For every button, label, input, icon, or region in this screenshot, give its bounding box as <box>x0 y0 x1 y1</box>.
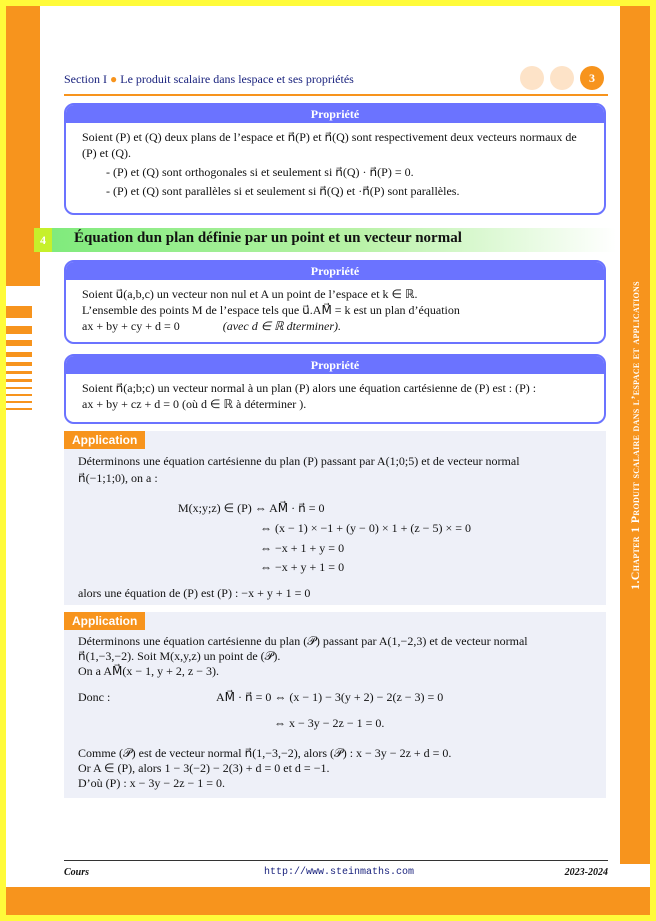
property-line: L’ensemble des points M de l’espace tels que u⃗.AM⃗ = k est un plan d’équation <box>82 303 460 317</box>
property-item: - (P) et (Q) sont orthogonales si et seulement si n⃗(Q) · n⃗(P) = 0. <box>106 165 414 179</box>
equation-line: AM⃗ · n⃗ = 0 ⇔ (x − 1) − 3(y + 2) − 2(z − 3) = 0 <box>216 690 444 704</box>
property-line: Soient n⃗(a;b;c) un vecteur normal à un plan (P) alors une équation cartésienne de (P) est : (P) : <box>82 381 537 395</box>
application-tab: Application <box>64 431 145 449</box>
property-title: Propriété <box>66 105 604 123</box>
footer-left: Cours <box>64 867 90 878</box>
property-body <box>66 374 604 418</box>
property-line: Soient u⃗(a,b,c) un vecteur non nul et A un point de l’espace et k ∈ ℝ. <box>82 287 418 301</box>
property-item-text: (P) et (Q) sont orthogonales si et seulement si n⃗(Q) · n⃗(P) = 0. <box>113 165 414 179</box>
application-box-1 <box>64 431 606 605</box>
chapter-side-label-text: 1.Chapter 1 Produit scalaire dans l’espace et applications <box>627 280 642 590</box>
left-decor-bar <box>6 387 32 389</box>
application-line: n⃗(1,−3,−2). Soit M(x,y,z) un point de (𝒫). <box>78 649 281 663</box>
property-title: Propriété <box>66 262 604 280</box>
application-box-2 <box>64 612 606 798</box>
application-line: Comme (𝒫) est de vecteur normal n⃗(1,−3,−2), alors (𝒫) : x − 3y − 2z + d = 0. <box>78 746 452 760</box>
page-header <box>64 66 608 96</box>
property-box-3 <box>64 354 606 424</box>
left-decor-bar <box>6 306 32 318</box>
bottom-decor-strip <box>6 887 650 915</box>
equation-line: M(x;y;z) ∈ (P) ⇔ AM⃗ · n⃗ = 0 <box>178 501 325 515</box>
application-line: D’où (P) : x − 3y − 2z − 1 = 0. <box>78 776 226 790</box>
footer-right: 2023-2024 <box>564 867 608 878</box>
left-decor-bar <box>6 394 32 396</box>
bullet-dot-icon: ● <box>110 72 118 86</box>
property-title: Propriété <box>66 356 604 374</box>
page <box>6 6 650 915</box>
left-decor-bar <box>6 362 32 366</box>
property-box-2 <box>64 260 606 344</box>
application-tab: Application <box>64 612 145 630</box>
property-line <box>82 318 590 334</box>
application-line: n⃗(−1;1;0), on a : <box>78 471 158 485</box>
equation-line: ⇔ −x + y + 1 = 0 <box>260 560 345 574</box>
equation-line: ⇔ x − 3y − 2z − 1 = 0. <box>274 716 385 730</box>
chapter-side-label <box>620 6 650 864</box>
application-label: Donc : <box>78 690 111 704</box>
property-item: - (P) et (Q) sont parallèles si et seulement si n⃗(Q) et ·n⃗(P) sont parallèles. <box>106 184 460 198</box>
circle-decor-icon <box>550 66 574 90</box>
page-number: 3 <box>580 66 604 90</box>
running-title <box>64 72 354 87</box>
left-decor-bar <box>6 401 32 403</box>
left-decor-bar <box>6 379 32 382</box>
application-line: Déterminons une équation cartésienne du plan (𝒫) passant par A(1,−2,3) et de vecteur normal <box>78 634 528 648</box>
application-conclusion: alors une équation de (P) est (P) : −x + y + 1 = 0 <box>78 586 311 600</box>
equation-line: ⇔ (x − 1) × −1 + (y − 0) × 1 + (z − 5) × = 0 <box>260 521 471 535</box>
page-footer <box>64 860 608 880</box>
section-heading <box>34 228 616 252</box>
application-line: Déterminons une équation cartésienne du plan (P) passant par A(1;0;5) et de vecteur normal <box>78 454 520 468</box>
left-decor-bar <box>6 371 32 374</box>
circle-decor-icon <box>520 66 544 90</box>
header-rule <box>64 94 608 96</box>
equation-line: ⇔ −x + 1 + y = 0 <box>260 541 345 555</box>
property-item-text: (P) et (Q) sont parallèles si et seulement si n⃗(Q) et ·n⃗(P) sont parallèles. <box>113 184 460 198</box>
footer-url-link[interactable]: http://www.steinmaths.com <box>264 867 415 878</box>
property-body <box>66 123 604 205</box>
application-body <box>78 634 598 679</box>
property-body <box>66 280 604 340</box>
application-body <box>78 453 598 487</box>
property-equation: ax + by + cy + d = 0 <box>82 319 180 333</box>
application-line: Or A ∈ (P), alors 1 − 3(−2) − 2(3) + d = 0 et d = −1. <box>78 761 330 775</box>
left-decor-bar <box>6 326 32 334</box>
section-number: 4 <box>34 228 52 252</box>
property-line: ax + by + cz + d = 0 (où d ∈ ℝ à déterminer ). <box>82 397 307 411</box>
property-intro: Soient (P) et (Q) deux plans de l’espace et n⃗(P) et n⃗(Q) sont respectivement deux vecteurs normaux de (P) et (Q). <box>82 130 577 160</box>
left-decor-bar <box>6 408 32 410</box>
application-line: On a AM⃗(x − 1, y + 2, z − 3). <box>78 664 219 678</box>
left-decor-bar <box>6 352 32 357</box>
property-box-1 <box>64 103 606 215</box>
section-label: Section I <box>64 72 107 86</box>
property-note: (avec d ∈ ℝ dterminer). <box>222 319 341 333</box>
header-title: Le produit scalaire dans lespace et ses propriétés <box>120 72 354 86</box>
left-decor-bar <box>6 340 32 346</box>
section-title: Équation dun plan définie par un point et un vecteur normal <box>74 230 462 246</box>
